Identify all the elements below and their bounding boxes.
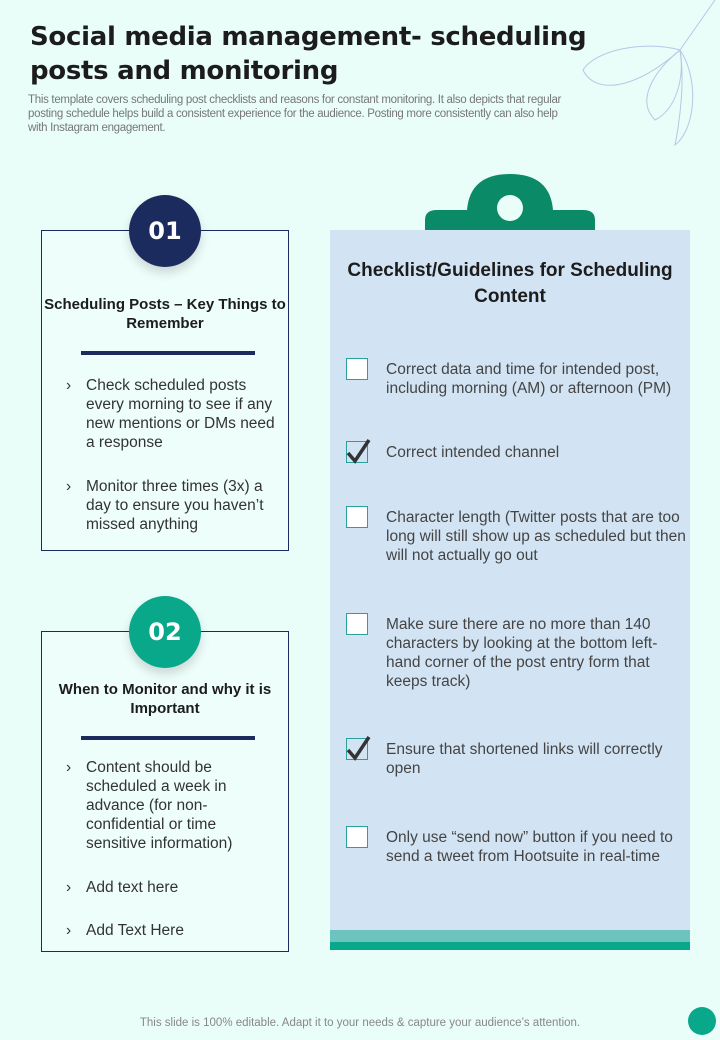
- list-item: › Content should be scheduled a week in advance (for non-confidential or time sensitive information): [66, 758, 276, 853]
- step-badge-01: 01: [129, 195, 201, 267]
- list-item: › Check scheduled posts every morning to see if any new mentions or DMs need a response: [66, 376, 276, 452]
- flower-decoration-icon: [575, 0, 720, 150]
- panel-stripe: [330, 930, 690, 942]
- checkbox-checked[interactable]: [346, 441, 368, 463]
- checklist-item: Correct data and time for intended post, including morning (AM) or afternoon (PM): [386, 361, 672, 397]
- list-item: › Add Text Here: [66, 921, 276, 940]
- list-item: › Monitor three times (3x) a day to ensure you haven’t missed anything: [66, 477, 276, 534]
- list-item: › Add text here: [66, 878, 276, 897]
- card-scheduling-posts: [41, 230, 289, 551]
- page-subtitle: This template covers scheduling post checklists and reasons for constant monitoring. It also depicts that regular posting schedule helps build a consistent experience for the audience. Posting more consistently can also help with Instagram engagement.: [28, 94, 562, 134]
- step-badge-02: 02: [129, 596, 201, 668]
- clipboard-clip-icon: [425, 172, 597, 232]
- checklist-item: Make sure there are no more than 140 characters by looking at the bottom left-hand corner of the post entry form that keeps track): [386, 616, 658, 690]
- card-when-to-monitor: [41, 631, 289, 952]
- checkbox-checked[interactable]: [346, 738, 368, 760]
- divider: [81, 736, 255, 740]
- footer-dot: [688, 1007, 716, 1035]
- footer-note: This slide is 100% editable. Adapt it to your needs & capture your audience’s attention.: [139, 1017, 581, 1029]
- checkbox-unchecked[interactable]: [346, 613, 368, 635]
- page-title: Social media management- scheduling posts and monitoring: [30, 22, 587, 86]
- checklist-item: Correct intended channel: [386, 444, 560, 461]
- card-heading: When to Monitor and why it is Important: [58, 681, 272, 717]
- checkbox-unchecked[interactable]: [346, 826, 368, 848]
- divider: [81, 351, 255, 355]
- checkbox-unchecked[interactable]: [346, 358, 368, 380]
- checklist-title: Checklist/Guidelines for Scheduling Content: [347, 260, 673, 307]
- checklist-item: Ensure that shortened links will correctly open: [386, 741, 663, 777]
- checkmark-icon: [345, 734, 371, 762]
- checkmark-icon: [345, 437, 371, 465]
- checklist-item: Character length (Twitter posts that are too long will still show up as scheduled but then will not actually go out: [386, 509, 686, 564]
- checkbox-unchecked[interactable]: [346, 506, 368, 528]
- checklist-item: Only use “send now” button if you need to send a tweet from Hootsuite in real-time: [386, 829, 673, 865]
- panel-stripe-bottom: [330, 942, 690, 950]
- card-heading: Scheduling Posts – Key Things to Remember: [44, 296, 286, 332]
- checklist-panel: [330, 230, 690, 950]
